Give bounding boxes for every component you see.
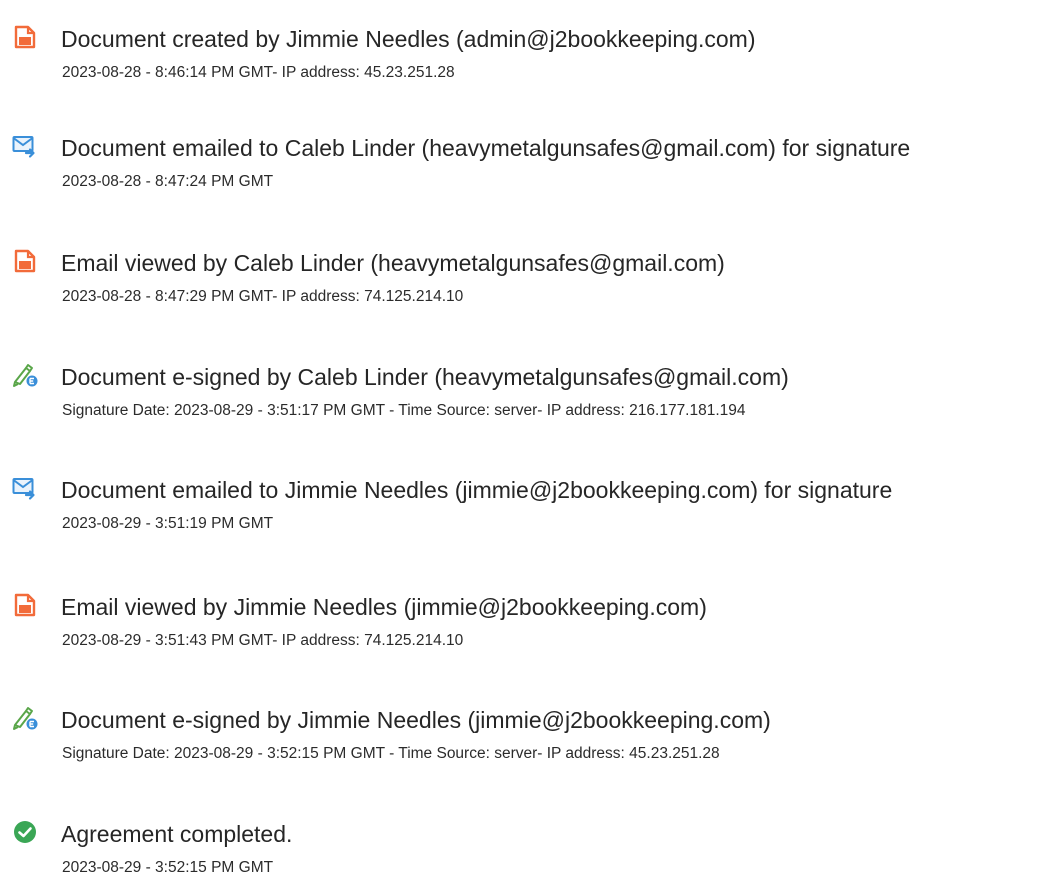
e-sign-icon xyxy=(12,705,38,731)
audit-event-email-viewed xyxy=(0,580,1047,660)
audit-event-email-viewed xyxy=(0,236,1047,316)
event-title: Document emailed to Jimmie Needles (jimmie@j2bookkeeping.com) for signature xyxy=(61,477,893,503)
event-detail: 2023-08-28 - 8:47:29 PM GMT- IP address: 74.125.214.10 xyxy=(62,288,464,305)
audit-event-document-created xyxy=(0,12,1047,92)
event-title: Document created by Jimmie Needles (admin@j2bookkeeping.com) xyxy=(61,26,756,52)
audit-event-emailed xyxy=(0,121,1047,201)
event-detail: 2023-08-29 - 3:52:15 PM GMT xyxy=(62,859,274,876)
event-title: Email viewed by Caleb Linder (heavymetalgunsafes@gmail.com) xyxy=(61,250,725,276)
document-icon xyxy=(12,24,38,50)
event-detail: Signature Date: 2023-08-29 - 3:51:17 PM GMT - Time Source: server- IP address: 216.177.181.194 xyxy=(62,402,746,419)
event-title: Document e-signed by Caleb Linder (heavymetalgunsafes@gmail.com) xyxy=(61,364,789,390)
event-detail: 2023-08-29 - 3:51:43 PM GMT- IP address: 74.125.214.10 xyxy=(62,632,464,649)
audit-event-e-signed xyxy=(0,350,1047,430)
checkmark-circle-icon xyxy=(12,819,38,845)
event-title: Document emailed to Caleb Linder (heavymetalgunsafes@gmail.com) for signature xyxy=(61,135,911,161)
event-detail: 2023-08-29 - 3:51:19 PM GMT xyxy=(62,515,274,532)
document-icon xyxy=(12,248,38,274)
event-detail: 2023-08-28 - 8:46:14 PM GMT- IP address: 45.23.251.28 xyxy=(62,64,455,81)
event-detail: Signature Date: 2023-08-29 - 3:52:15 PM GMT - Time Source: server- IP address: 45.23.251.28 xyxy=(62,745,720,762)
audit-event-emailed xyxy=(0,463,1047,543)
event-title: Email viewed by Jimmie Needles (jimmie@j2bookkeeping.com) xyxy=(61,594,707,620)
document-icon xyxy=(12,592,38,618)
email-sent-icon xyxy=(12,133,38,159)
event-title: Agreement completed. xyxy=(61,821,293,847)
email-sent-icon xyxy=(12,475,38,501)
audit-event-e-signed xyxy=(0,693,1047,773)
audit-event-agreement-completed xyxy=(0,807,1047,887)
e-sign-icon xyxy=(12,362,38,388)
event-title: Document e-signed by Jimmie Needles (jimmie@j2bookkeeping.com) xyxy=(61,707,771,733)
event-detail: 2023-08-28 - 8:47:24 PM GMT xyxy=(62,173,274,190)
